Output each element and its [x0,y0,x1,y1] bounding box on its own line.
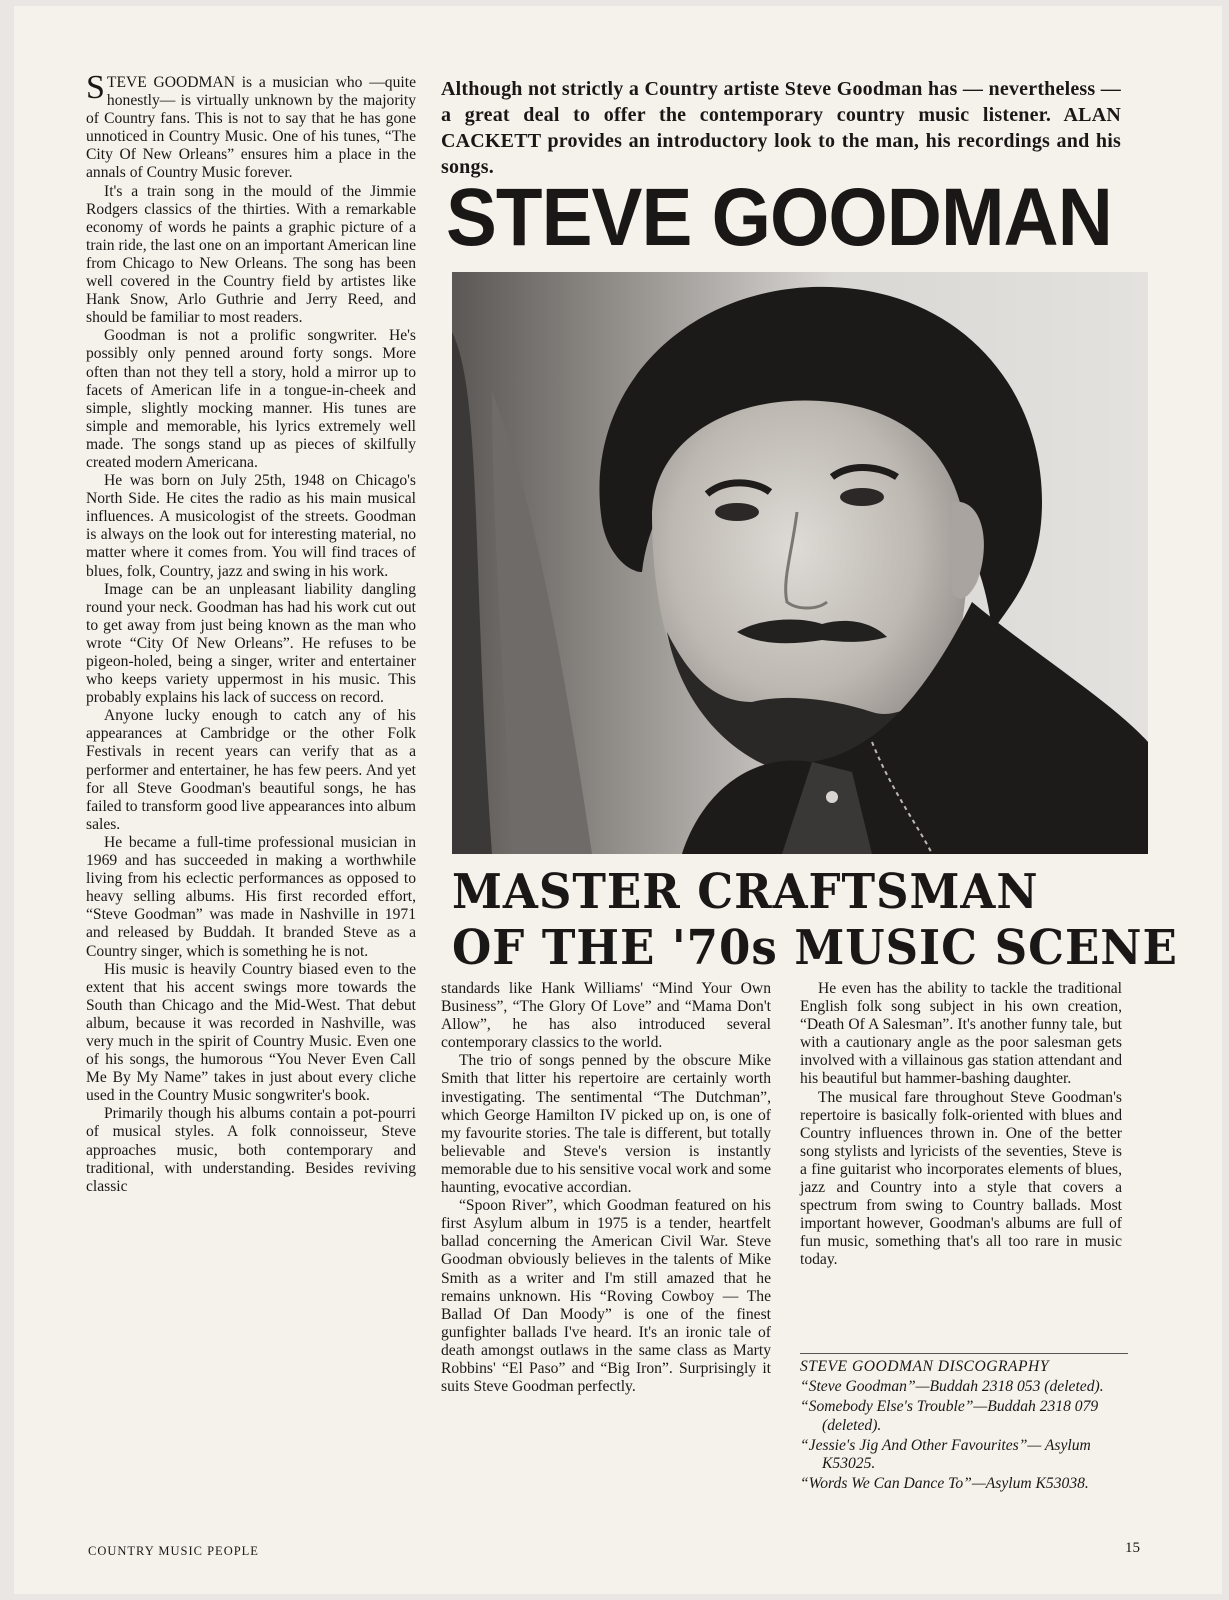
paragraph: Goodman is not a prolific songwriter. He's possibly only penned around forty songs. More often than not they tell a story, hold a mirror up to facets of American life in a tongue-in-cheek and simple, slightly mocking manner. His tunes are simple and memorable, his lyrics extremely well made. The songs stand up as pieces of skilfully created modern Americana. [86,327,416,471]
paragraph: The trio of songs penned by the obscure Mike Smith that litter his repertoire are certainly worth investigating. The sentimental “The Dutchman”, which George Hamilton IV picked up on, is one of my favourite stories. The tale is different, but totally believable and Steve's version is instantly memorable due to his sensitive vocal work and some haunting, evocative accordian. [441,1052,771,1197]
article-standfirst: Although not strictly a Country artiste Steve Goodman has — nevertheless — a great deal to offer the contemporary country music listener. ALAN CACKETT provides an introductory look to the man, his recordings and his songs. [441,78,1121,178]
article-column-1 [86,69,416,1196]
portrait-photo [452,272,1148,854]
article-subheadline [452,864,1178,976]
discography-entry: “Somebody Else's Trouble”—Buddah 2318 079 (deleted). [800,1398,1099,1434]
paragraph: Image can be an unpleasant liability dangling round your neck. Goodman has had his work cut out to get away from just being known as the man who wrote “City Of New Orleans”. He refuses to be pigeon-holed, being a singer, writer and entertainer who keeps variety uppermost in his music. This probably explains his lack of success on record. [86,580,416,707]
article-headline: STEVE GOODMAN [446,172,1112,263]
paragraph: His music is heavily Country biased even to the extent that his accent swings more towards the South than Chicago and the Mid-West. That debut album, because it was recorded in Nashville, was very much in the spirit of Country Music. Even one of his songs, the humorous “You Never Even Call Me By My Name” takes in just about every cliche used in the Country Music songwriter's book. [86,960,416,1105]
discography-title: STEVE GOODMAN DISCOGRAPHY [800,1353,1128,1376]
subheadline-line: OF THE '70s MUSIC SCENE [452,920,1178,976]
drop-cap: S [86,69,105,106]
paragraph: Primarily though his albums contain a pot-pourri of musical styles. A folk connoisseur, Steve approaches music, both contemporary and traditional, with understanding. Besides reviving classic [86,1105,416,1195]
paragraph: It's a train song in the mould of the Jimmie Rodgers classics of the thirties. With a remarkable economy of words he paints a graphic picture of a train ride, the last one on an important American line from Chicago to New Orleans. The song has been well covered in the Country field by artistes like Hank Snow, Arlo Guthrie and Jerry Reed, and should be familiar to most readers. [86,182,416,327]
article-column-2 [441,980,771,1396]
discography-entry: “Words We Can Dance To”—Asylum K53038. [800,1475,1089,1493]
paragraph: He became a full-time professional musician in 1969 and has succeeded in making a worthwhile living from his eclectic performances as opposed to heavy selling albums. His first recorded effort, “Steve Goodman” was made in Nashville in 1971 and released by Buddah. It branded Steve as a Country singer, which is something he is not. [86,833,416,960]
portrait-illustration [452,272,1148,854]
publication-name: COUNTRY MUSIC PEOPLE [88,1544,259,1558]
paragraph: The musical fare throughout Steve Goodman's repertoire is basically folk-oriented with blues and Country influences thrown in. One of the better song stylists and lyricists of the seventies, Steve is a fine guitarist who incorporates elements of blues, jazz and Country into a style that covers a spectrum from swing to Country ballads. Most important however, Goodman's albums are full of fun music, something that's all too rare in music today. [800,1088,1122,1269]
paragraph: Anyone lucky enough to catch any of his appearances at Cambridge or the other Folk Festivals in recent years can verify that as a performer and entertainer, he has few peers. And yet for all Steve Goodman's beautiful songs, he has failed to transform good live appearances into album sales. [86,707,416,833]
paragraph: “Spoon River”, which Goodman featured on his first Asylum album in 1975 is a tender, heartfelt ballad concerning the American Civil War. Steve Goodman obviously believes in the talents of Mike Smith as a writer and I'm still amazed that he remains unknown. His “Roving Cowboy — The Ballad Of Dan Moody” is one of the finest gunfighter ballads I've heard. It's an ironic tale of death amongst outlaws in the same class as Marty Robbins' “El Paso” and “Big Iron”. Surprisingly it suits Steve Goodman perfectly. [441,1197,771,1396]
paragraph: He even has the ability to tackle the traditional English folk song subject in his own creation, “Death Of A Salesman”. It's another funny tale, but with a cautionary angle as the poor salesman gets involved with a villainous gas station attendant and his beautiful but hammer-bashing daughter. [800,980,1122,1088]
paragraph-text: TEVE GOODMAN is a musician who —quite honestly— is virtually unknown by the majority of Country fans. This is not to say that he has gone unnoticed in Country Music. One of his tunes, “The City Of New Orleans” ensures him a place in the annals of Country Music forever. [86,74,416,182]
paragraph: standards like Hank Williams' “Mind Your Own Business”, “The Glory Of Love” and “Mama Don't Allow”, he has also introduced several contemporary classics to the world. [441,980,771,1052]
discography-entry: “Jessie's Jig And Other Favourites”— Asylum K53025. [800,1436,1091,1473]
discography-entry: “Steve Goodman”—Buddah 2318 053 (deleted). [800,1378,1104,1396]
page-number: 15 [1125,1540,1140,1556]
paragraph: He was born on July 25th, 1948 on Chicago's North Side. He cites the radio as his main musical influences. A musicologist of the streets. Goodman is always on the look out for interesting material, no matter where it comes from. You will find traces of blues, folk, Country, jazz and swing in his work. [86,472,416,580]
paragraph [86,69,416,183]
discography-box [800,1353,1128,1493]
subheadline-line: MASTER CRAFTSMAN [452,864,1039,920]
article-column-3 [800,980,1122,1270]
